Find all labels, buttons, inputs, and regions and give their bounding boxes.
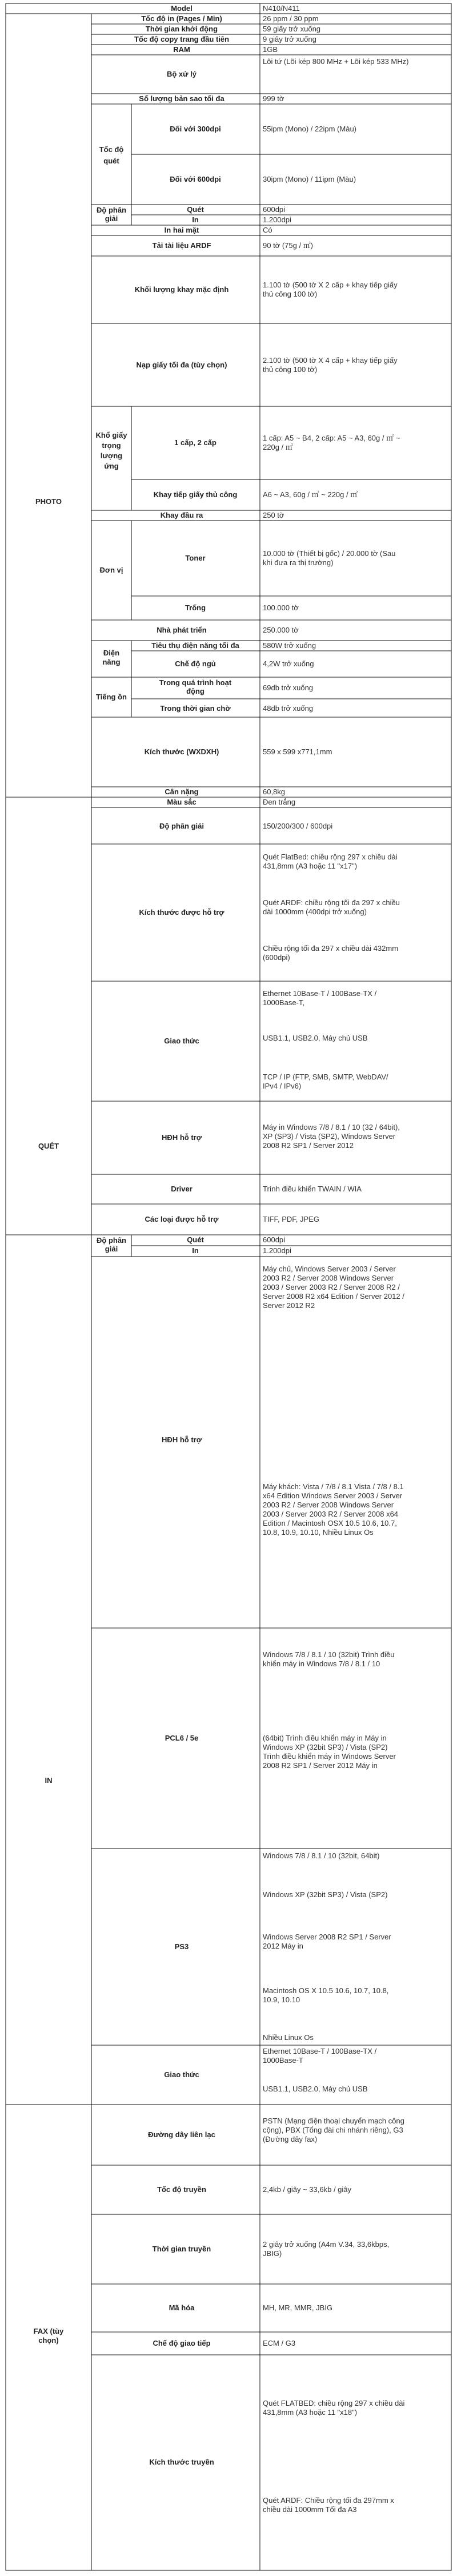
print-os-label: HĐH hỗ trợ: [162, 1435, 202, 1444]
toner-value: 10.000 tờ (Thiết bị gốc) / 20.000 tờ (Sau khi đưa ra thị trường): [263, 549, 396, 567]
speed-label: Tốc độ in (Pages / Min): [141, 14, 222, 23]
row-fax-mode: [91, 2332, 451, 2355]
model-label: Model: [171, 4, 193, 13]
scan-size-label: Kích thước được hỗ trợ: [139, 908, 225, 917]
cpu-value: Lõi tứ (Lõi kép 800 MHz + Lõi kép 533 MHz): [263, 57, 409, 66]
row-scan-color: [91, 797, 451, 807]
print-os-client: Máy khách: Vista / 7/8 / 8.1 Vista / 7/8 / 8.1 x64 Edition Windows Server 2003 / Server 2003 R2 / Server 2008 Windows Server 2003 / Server 2003 R2 / Server 2008 x64 Edition / Macintosh OSX 10.5 10.6, 10.7, 10.8, 10.9, 10.10, Nhiều Linux Os: [263, 1482, 404, 1537]
fax-mode-label: Chế độ giao tiếp: [153, 2339, 211, 2347]
row-warmup: [91, 24, 451, 34]
scan-600-value: 30ipm (Mono) / 11ipm (Màu): [263, 175, 356, 183]
group-resolution: [91, 205, 451, 225]
print-res-print-label: In: [192, 1246, 199, 1255]
scan-protocol-ethernet: Ethernet 10Base-T / 100Base-TX / 1000Base-T,: [263, 989, 377, 1007]
scan-size-600: Chiều rộng tối đa 297 x chiều dài 432mm (600dpi): [263, 944, 399, 962]
power-max-value: 580W trở xuống: [263, 641, 316, 650]
print-res-scan-value: 600dpi: [263, 1235, 286, 1244]
fax-size-label: Kích thước truyền: [149, 2458, 214, 2466]
scan-driver-value: Trình điều khiển TWAIN / WIA: [263, 1185, 362, 1193]
group-noise: [91, 677, 451, 717]
max-copies-label: Số lượng bản sao tối đa: [139, 94, 225, 103]
res-print-label: In: [192, 215, 199, 224]
print-os-server: Máy chủ, Windows Server 2003 / Server 2003 R2 / Server 2008 Windows Server 2003 / Server 2003 R2 / Server 2008 R2 / Server 2008 R2 x64 Edition / Server 2012 / Server 2012 R2: [263, 1265, 404, 1310]
scan-speed-group-label: Tốc độ quét: [99, 145, 124, 165]
tray-volume-value: 1.100 tờ (500 tờ X 2 cấp + khay tiếp giấy thủ công 100 tờ): [263, 281, 398, 298]
scan-section-label: QUÉT: [38, 1142, 59, 1150]
fax-encoding-value: MH, MR, MMR, JBIG: [263, 2303, 333, 2312]
row-scan-res: [91, 807, 451, 844]
ps3-mac: Macintosh OS X 10.5 10.6, 10.7, 10.8, 10.9, 10.10: [263, 1986, 389, 2004]
duplex-value: Có: [263, 226, 272, 234]
paper-tiers-label: 1 cấp, 2 cấp: [174, 438, 217, 447]
fax-line-value: PSTN (Mạng điện thoại chuyển mạch công cộng), PBX (Tổng đài chi nhánh riêng), G3 (Đường dây fax): [263, 2117, 404, 2143]
row-fax-time: [91, 2214, 451, 2284]
scan-300-label: Đối với 300dpi: [170, 125, 221, 133]
first-copy-value: 9 giây trở xuống: [263, 35, 316, 43]
res-scan-value: 600dpi: [263, 205, 286, 214]
ram-value: 1GB: [263, 45, 278, 54]
print-section-label: IN: [45, 1776, 53, 1785]
print-protocol-label: Giao thức: [164, 2070, 199, 2079]
fax-size-flatbed: Quét FLATBED: chiều rộng 297 x chiều dài 431,8mm (A3 hoặc 11 "x18"): [263, 2399, 405, 2417]
row-ps3: [91, 1849, 451, 2045]
row-fax-size: [91, 2355, 451, 2570]
row-fax-line: [91, 2105, 451, 2165]
max-copies-value: 999 tờ: [263, 94, 284, 103]
developer-label: Nhà phát triển: [157, 626, 207, 634]
row-scan-os: [91, 1101, 451, 1174]
scan-res-value: 150/200/300 / 600dpi: [263, 822, 333, 830]
row-ram: [91, 45, 451, 55]
output-tray-label: Khay đầu ra: [160, 511, 203, 519]
fax-section-label: FAX (tùy chọn): [33, 2327, 64, 2345]
row-print-os: [91, 1257, 451, 1628]
row-scan-format: [91, 1204, 451, 1235]
scan-600-label: Đối với 600dpi: [170, 175, 221, 183]
row-developer: [91, 620, 451, 641]
ardf-label: Tải tài liệu ARDF: [152, 241, 211, 250]
row-dimensions: [91, 717, 451, 787]
ps3-label: PS3: [174, 1942, 189, 1951]
print-section-cell: [6, 1235, 91, 2155]
scan-format-label: Các loại được hỗ trợ: [145, 1215, 219, 1223]
fax-encoding-label: Mã hóa: [169, 2303, 195, 2312]
noise-active-label: Trong quá trình hoạt động: [159, 678, 232, 695]
group-units: [91, 521, 451, 620]
sleep-value: 4,2W trở xuống: [263, 659, 314, 668]
print-res-scan-label: Quét: [187, 1235, 204, 1244]
scan-res-label: Độ phân giải: [159, 822, 204, 830]
row-print-protocol: [91, 2045, 451, 2105]
scan-protocol-tcp: TCP / IP (FTP, SMB, SMTP, WebDAV/ IPv4 / IPv6): [263, 1073, 388, 1090]
pcl6-block-1: Windows 7/8 / 8.1 / 10 (32bit) Trình điều khiển máy in Windows 7/8 / 8.1 / 10: [263, 1650, 395, 1668]
row-max-input: [91, 323, 451, 406]
ps3-server: Windows Server 2008 R2 SP1 / Server 2012 Máy in: [263, 1933, 391, 1950]
scan-protocol-usb: USB1.1, USB2.0, Máy chủ USB: [263, 1034, 368, 1042]
paper-weight-group-label: Khổ giấy trọng lượng ứng: [95, 431, 127, 470]
model-value: N410/N411: [263, 4, 300, 13]
row-max-copies: [91, 94, 451, 104]
row-model: [6, 3, 451, 14]
row-scan-driver: [91, 1174, 451, 1204]
scan-300-value: 55ipm (Mono) / 22ipm (Màu): [263, 125, 356, 133]
weight-value: 60,8kg: [263, 787, 286, 796]
row-cpu: [91, 55, 451, 94]
print-protocol-ethernet: Ethernet 10Base-T / 100Base-TX / 1000Base-T: [263, 2047, 377, 2065]
cpu-label: Bộ xử lý: [166, 70, 197, 78]
scan-protocol-label: Giao thức: [164, 1037, 199, 1045]
ram-label: RAM: [173, 45, 190, 54]
warmup-label: Thời gian khởi động: [145, 25, 218, 33]
speed-value: 26 ppm / 30 ppm: [263, 14, 319, 23]
toner-label: Toner: [185, 554, 206, 562]
row-output-tray: [91, 510, 451, 521]
paper-tiers-value: 1 cấp: A5 ~ B4, 2 cấp: A5 ~ A3, 60g / ㎡ ~ 220g / ㎡: [263, 434, 400, 451]
max-input-value: 2.100 tờ (500 tờ X 4 cấp + khay tiếp giấy thủ công 100 tờ): [263, 356, 398, 374]
first-copy-label: Tốc độ copy trang đầu tiên: [134, 35, 230, 43]
pcl6-block-2: (64bit) Trình điều khiển máy in Máy in Windows XP (32bit SP3) / Vista (SP2) Trình điều khiển máy in Windows Server 2008 R2 SP1 / Server 2012 Máy in: [263, 1734, 396, 1770]
max-input-label: Nạp giấy tối đa (tùy chọn): [136, 361, 227, 369]
row-ardf: [91, 235, 451, 256]
output-tray-value: 250 tờ: [263, 511, 284, 519]
fax-line-label: Đường dây liên lạc: [148, 2130, 215, 2139]
drum-label: Trống: [185, 603, 206, 612]
manual-feed-value: A6 ~ A3, 60g / ㎡ ~ 220g / ㎡: [263, 490, 358, 499]
fax-time-label: Thời gian truyền: [152, 2245, 211, 2253]
resolution-group-label: Độ phân giải: [97, 206, 126, 223]
row-fax-speed: [91, 2165, 451, 2214]
noise-idle-label: Trong thời gian chờ: [160, 704, 231, 713]
power-group-label: Điện năng: [102, 649, 121, 666]
row-pcl6: [91, 1628, 451, 1849]
row-scan-size: [91, 844, 451, 981]
group-print-resolution: [91, 1235, 451, 1257]
photo-section-label: PHOTO: [35, 497, 62, 506]
scan-format-value: TIFF, PDF, JPEG: [263, 1215, 319, 1223]
row-tray-volume: [91, 256, 451, 323]
scan-os-label: HĐH hỗ trợ: [162, 1133, 202, 1142]
row-scan-protocol: [91, 981, 451, 1101]
fax-mode-value: ECM / G3: [263, 2339, 296, 2347]
warmup-value: 59 giây trở xuống: [263, 25, 321, 33]
print-res-print-value: 1.200dpi: [263, 1246, 291, 1255]
drum-value: 100.000 tờ: [263, 603, 299, 612]
row-duplex: [91, 225, 451, 235]
fax-time-value: 2 giây trở xuống (A4m V.34, 33,6kbps, JBIG): [263, 2240, 390, 2258]
pcl6-label: PCL6 / 5e: [165, 1734, 199, 1742]
fax-speed-value: 2,4kb / giây ~ 33,6kb / giây: [263, 2185, 352, 2194]
row-speed: [91, 14, 451, 24]
row-weight: [91, 787, 451, 797]
weight-label: Cân nặng: [165, 787, 199, 796]
power-max-label: Tiêu thụ điện năng tối đa: [151, 641, 239, 650]
fax-size-ardf: Quét ARDF: Chiều rộng tối đa 297mm x chiều dài 1000mm Tối đa A3: [263, 2496, 394, 2514]
scan-driver-label: Driver: [171, 1185, 193, 1193]
units-group-label: Đơn vị: [99, 566, 123, 574]
scan-color-label: Màu sắc: [167, 798, 197, 806]
row-first-copy: [91, 34, 451, 45]
duplex-label: In hai mặt: [164, 226, 199, 234]
res-print-value: 1.200dpi: [263, 215, 291, 224]
fax-speed-label: Tốc độ truyền: [157, 2185, 206, 2194]
scan-color-value: Đen trắng: [263, 798, 296, 806]
noise-group-label: Tiếng ồn: [96, 693, 127, 701]
row-fax-encoding: [91, 2284, 451, 2332]
sleep-label: Chế độ ngủ: [175, 659, 216, 668]
scan-size-ardf: Quét ARDF: chiều rộng tối đa 297 x chiều dài 1000mm (400dpi trở xuống): [263, 898, 400, 916]
tray-volume-label: Khối lượng khay mặc định: [134, 285, 229, 294]
group-paper-weight: [91, 406, 451, 510]
scan-section-cell: [6, 797, 91, 1235]
noise-active-value: 69db trở xuống: [263, 683, 314, 692]
noise-idle-value: 48db trở xuống: [263, 704, 314, 713]
group-power: [91, 641, 451, 677]
ps3-linux: Nhiều Linux Os: [263, 2033, 314, 2042]
ps3-xp: Windows XP (32bit SP3) / Vista (SP2): [263, 1890, 388, 1899]
scan-os-value: Máy in Windows 7/8 / 8.1 / 10 (32 / 64bit), XP (SP3) / Vista (SP2), Windows Server 2008 R2 SP1 / Server 2012: [263, 1123, 400, 1150]
group-scan-speed: [91, 104, 451, 205]
scan-size-flatbed: Quét FlatBed: chiều rộng 297 x chiều dài 431,8mm (A3 hoặc 11 "x17"): [263, 853, 398, 870]
res-scan-label: Quét: [187, 205, 204, 214]
ps3-win: Windows 7/8 / 8.1 / 10 (32bit, 64bit): [263, 1851, 380, 1860]
print-res-group-label: Độ phân giải: [97, 1236, 126, 1253]
ardf-value: 90 tờ (75g / ㎡): [263, 241, 314, 250]
print-protocol-usb: USB1.1, USB2.0, Máy chủ USB: [263, 2085, 368, 2093]
manual-feed-label: Khay tiếp giấy thủ công: [153, 490, 238, 499]
dimensions-value: 559 x 599 x771,1mm: [263, 747, 332, 756]
dimensions-label: Kích thước (WXDXH): [144, 747, 219, 756]
developer-value: 250.000 tờ: [263, 626, 299, 634]
